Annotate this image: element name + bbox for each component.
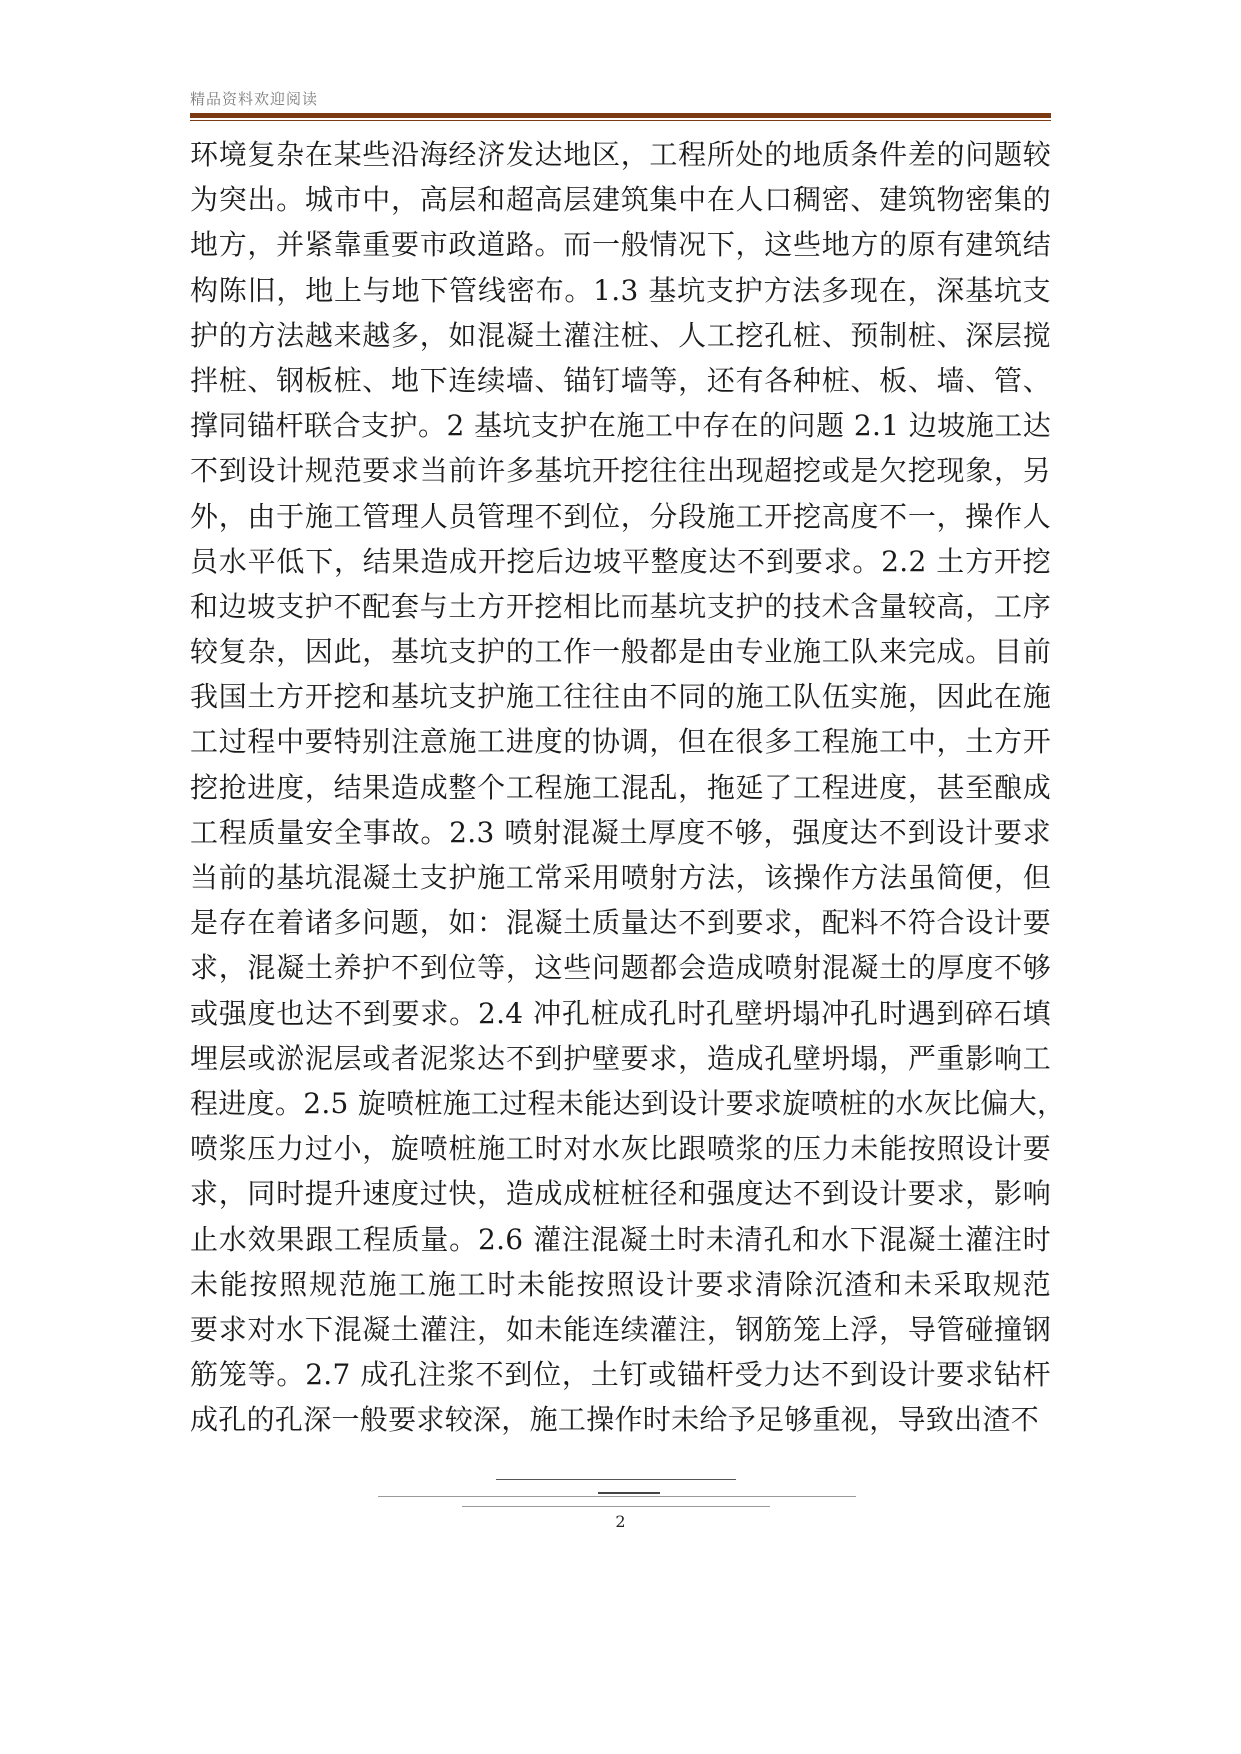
header-divider: [190, 113, 1051, 118]
text-line: 程进度。2.5 旋喷桩施工过程未能达到设计要求旋喷桩的水灰比偏大，: [190, 1086, 1066, 1120]
text-line: 止水效果跟工程质量。2.6 灌注混凝土时未清孔和水下混凝土灌注时: [190, 1222, 1051, 1256]
footer-divider: [598, 1492, 660, 1494]
text-line: 不到设计规范要求当前许多基坑开挖往往出现超挖或是欠挖现象，另: [190, 454, 1051, 488]
text-line: 地方，并紧靠重要市政道路。而一般情况下，这些地方的原有建筑结: [190, 228, 1051, 262]
text-line: 求，同时提升速度过快，造成成桩桩径和强度达不到设计要求，影响: [190, 1177, 1051, 1211]
footer-divider: [378, 1496, 856, 1497]
text-line: 埋层或淤泥层或者泥浆达不到护壁要求，造成孔壁坍塌，严重影响工: [190, 1041, 1051, 1075]
text-line: 或强度也达不到要求。2.4 冲孔桩成孔时孔壁坍塌冲孔时遇到碎石填: [190, 996, 1051, 1030]
text-line: 未能按照规范施工施工时未能按照设计要求清除沉渣和未采取规范: [190, 1267, 1051, 1301]
header-divider-thin: [190, 120, 1051, 121]
text-line: 护的方法越来越多，如混凝土灌注桩、人工挖孔桩、预制桩、深层搅: [190, 318, 1051, 352]
text-line: 筋笼等。2.7 成孔注浆不到位，土钉或锚杆受力达不到设计要求钻杆: [190, 1358, 1051, 1392]
text-line: 求，混凝土养护不到位等，这些问题都会造成喷射混凝土的厚度不够: [190, 951, 1051, 985]
footer-divider: [462, 1506, 770, 1507]
text-line: 工过程中要特别注意施工进度的协调，但在很多工程施工中，土方开: [190, 725, 1051, 759]
text-line: 较复杂，因此，基坑支护的工作一般都是由专业施工队来完成。目前: [190, 635, 1051, 669]
text-line: 和边坡支护不配套与土方开挖相比而基坑支护的技术含量较高，工序: [190, 589, 1051, 623]
text-line: 工程质量安全事故。2.3 喷射混凝土厚度不够，强度达不到设计要求: [190, 815, 1051, 849]
text-line: 是存在着诸多问题，如：混凝土质量达不到要求，配料不符合设计要: [190, 906, 1051, 940]
footer-divider: [496, 1479, 736, 1480]
body-text: [190, 132, 1066, 1442]
text-line: 当前的基坑混凝土支护施工常采用喷射方法，该操作方法虽简便，但: [190, 861, 1051, 894]
text-line: 撑同锚杆联合支护。2 基坑支护在施工中存在的问题 2.1 边坡施工达: [190, 409, 1051, 443]
text-line: 成孔的孔深一般要求较深，施工操作时未给予足够重视，导致出渣不: [190, 1403, 1040, 1437]
text-line: 构陈旧，地上与地下管线密布。1.3 基坑支护方法多现在，深基坑支: [190, 273, 1051, 307]
text-line: 拌桩、钢板桩、地下连续墙、锚钉墙等，还有各种桩、板、墙、管、: [190, 363, 1051, 397]
text-line: 我国土方开挖和基坑支护施工往往由不同的施工队伍实施，因此在施: [190, 680, 1051, 714]
text-line: 要求对水下混凝土灌注，如未能连续灌注，钢筋笼上浮，导管碰撞钢: [190, 1312, 1051, 1346]
text-line: 挖抢进度，结果造成整个工程施工混乱，拖延了工程进度，甚至酿成: [190, 770, 1051, 804]
page-number: 2: [615, 1512, 626, 1531]
header-title: 精品资料欢迎阅读: [190, 90, 319, 108]
text-line: 喷浆压力过小，旋喷桩施工时对水灰比跟喷浆的压力未能按照设计要: [190, 1132, 1051, 1166]
text-line: 环境复杂在某些沿海经济发达地区，工程所处的地质条件差的问题较: [190, 138, 1051, 171]
text-line: 员水平低下，结果造成开挖后边坡平整度达不到要求。2.2 土方开挖: [190, 544, 1051, 578]
text-line: 外，由于施工管理人员管理不到位，分段施工开挖高度不一，操作人: [190, 499, 1051, 533]
text-line: 为突出。城市中，高层和超高层建筑集中在人口稠密、建筑物密集的: [190, 183, 1051, 217]
